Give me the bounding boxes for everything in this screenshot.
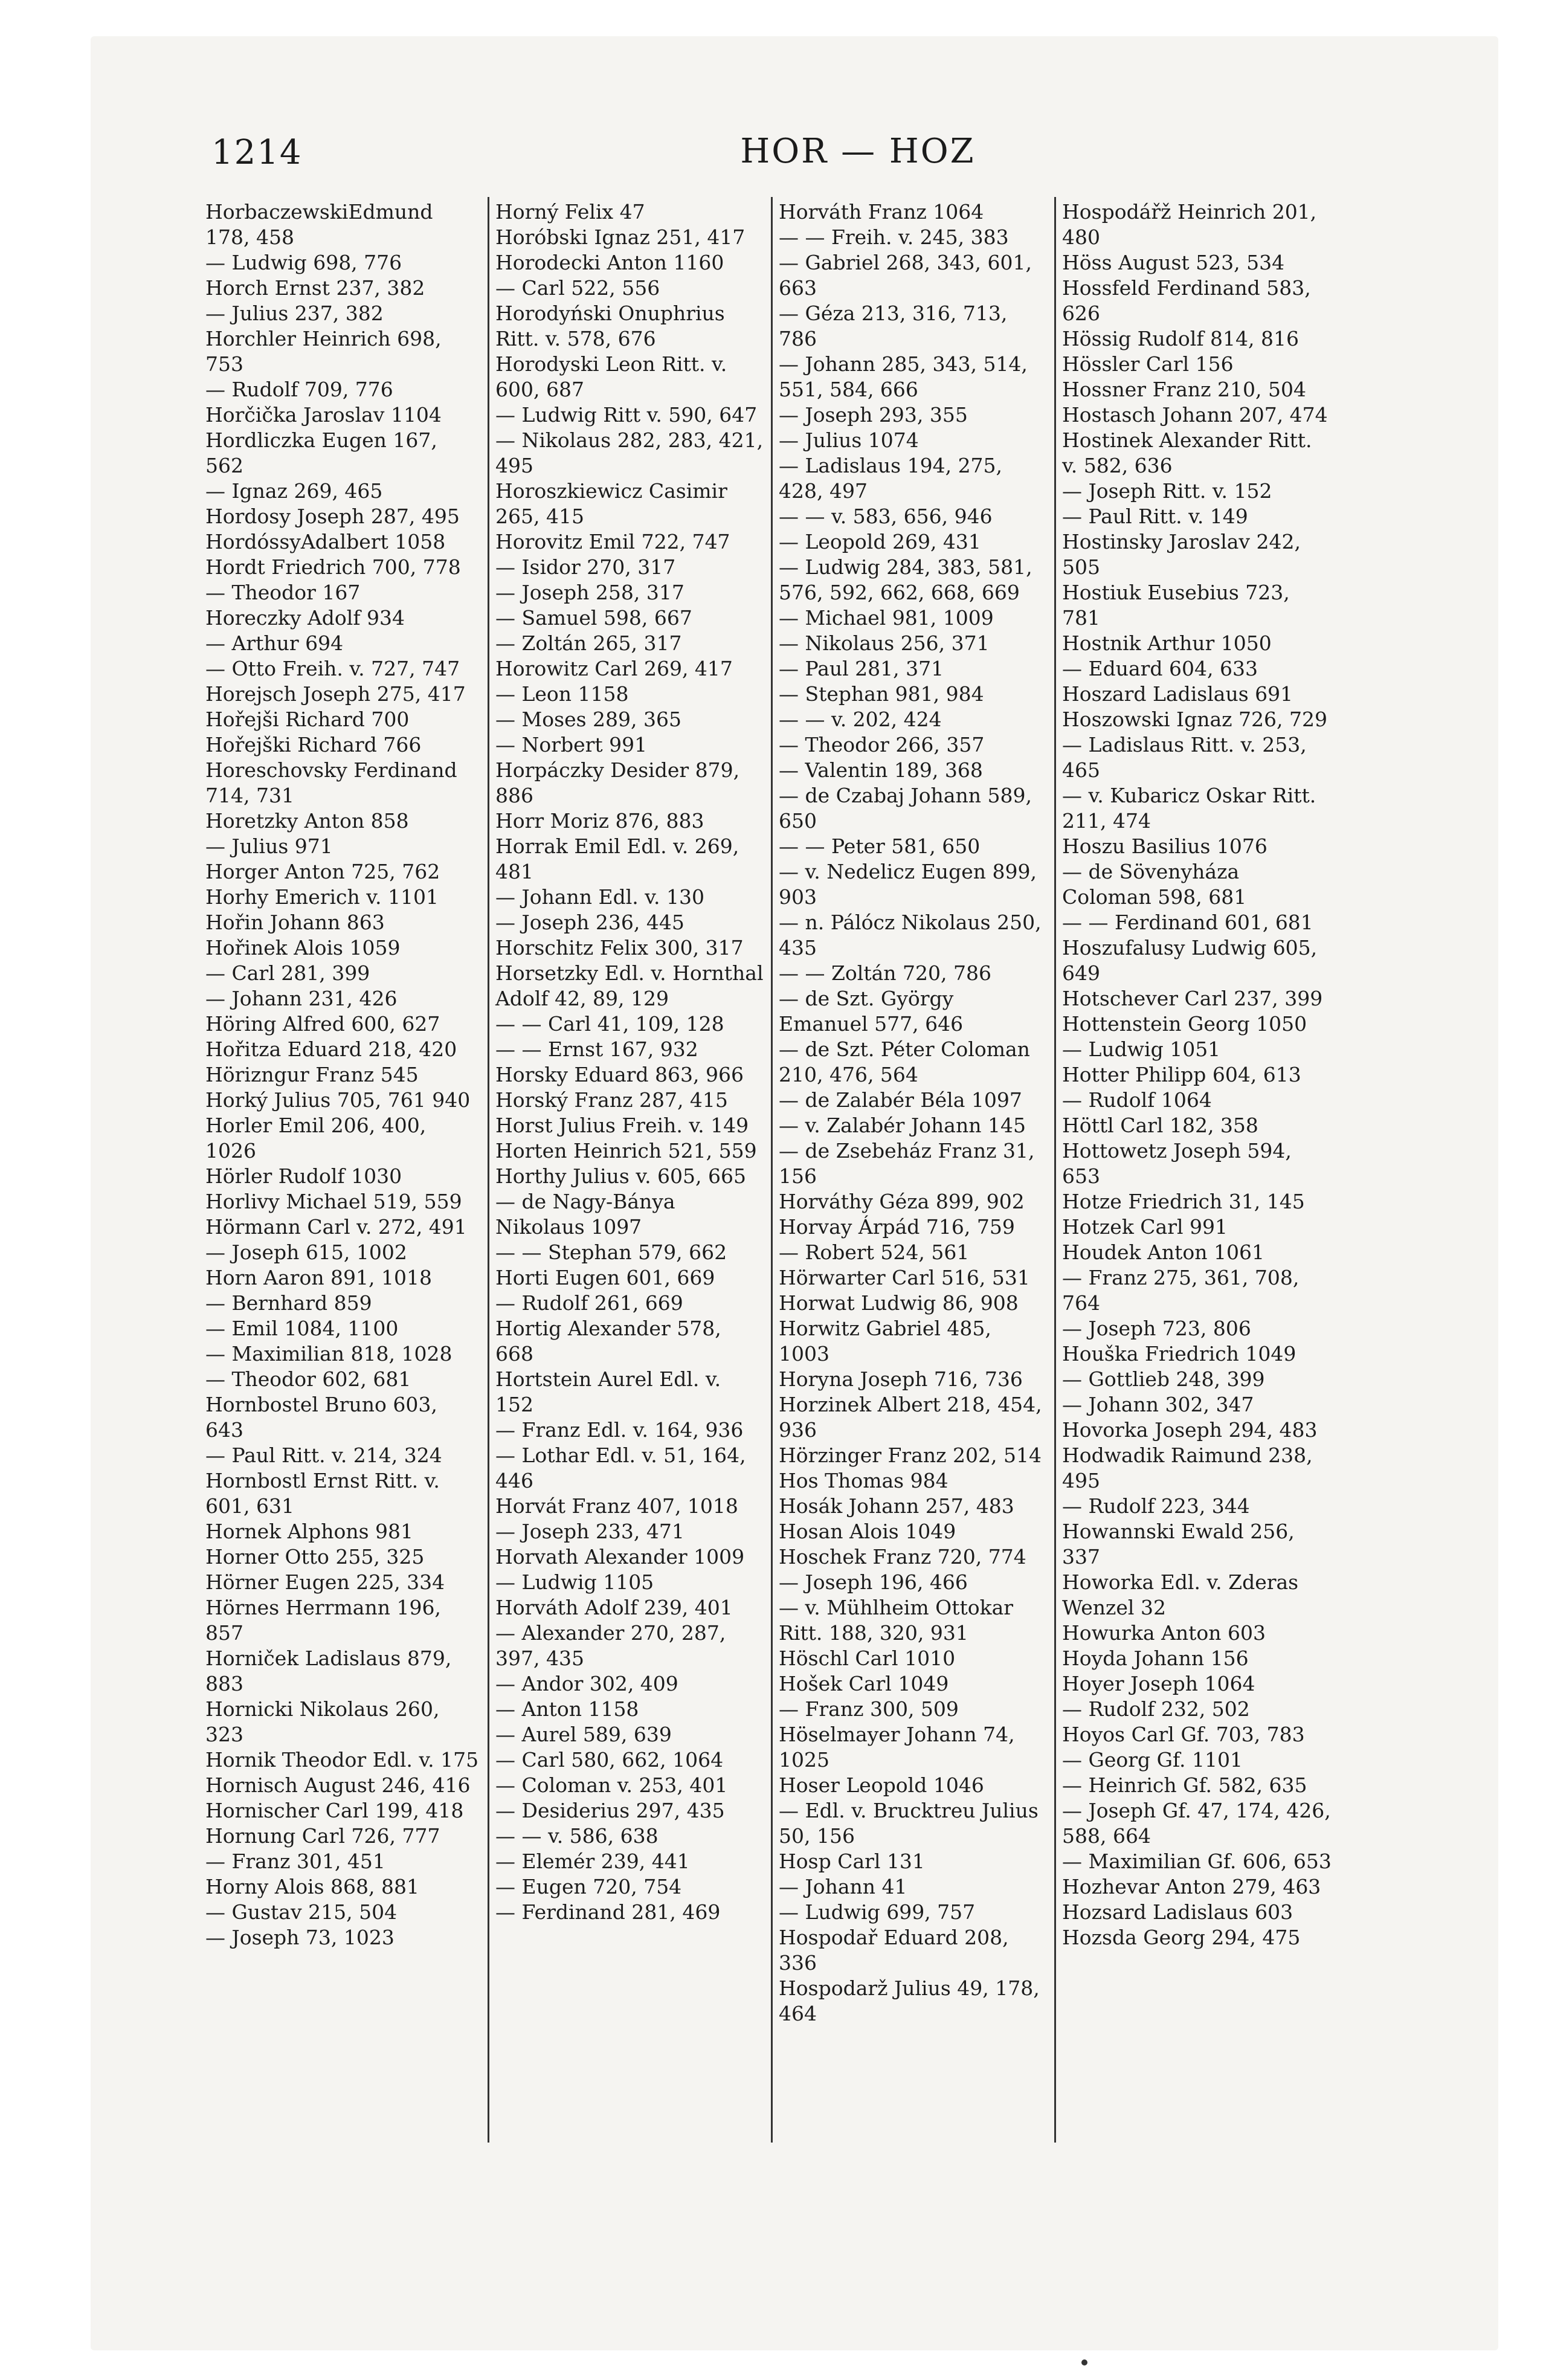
index-entry: — Leon 1158 bbox=[495, 682, 629, 706]
index-entry: — Joseph 196, 466 bbox=[779, 1570, 968, 1594]
index-entry: — Nikolaus 282, 283, 421, 495 bbox=[495, 428, 764, 477]
index-entry: — Ladislaus Ritt. v. 253, 465 bbox=[1062, 733, 1307, 782]
index-entry: Horodyński Onuphrius Ritt. v. 578, 676 bbox=[495, 302, 725, 350]
index-entry: Höselmayer Johann 74, 1025 bbox=[779, 1723, 1015, 1772]
index-entry: — Joseph 723, 806 bbox=[1062, 1317, 1251, 1340]
index-entry: — — Stephan 579, 662 bbox=[495, 1240, 727, 1264]
index-entry: Hoszowski Ignaz 726, 729 bbox=[1062, 708, 1327, 731]
index-entry: Hörzinger Franz 202, 514 bbox=[779, 1443, 1042, 1467]
index-entry: Hosp Carl 131 bbox=[779, 1849, 925, 1873]
index-entry: — Eduard 604, 633 bbox=[1062, 657, 1258, 680]
index-entry: — Ladislaus 194, 275, 428, 497 bbox=[779, 454, 1003, 503]
index-entry: Horóbski Ignaz 251, 417 bbox=[495, 225, 746, 249]
index-entry: Hornicki Nikolaus 260, 323 bbox=[205, 1697, 440, 1746]
index-entry: Hovorka Joseph 294, 483 bbox=[1062, 1418, 1318, 1442]
index-entry: — Gabriel 268, 343, 601, 663 bbox=[779, 251, 1032, 300]
index-entry: Hošek Carl 1049 bbox=[779, 1672, 949, 1695]
index-entry: — — Freih. v. 245, 383 bbox=[779, 225, 1009, 249]
index-entry: — Ludwig Ritt v. 590, 647 bbox=[495, 403, 758, 427]
index-entry: — Johann Edl. v. 130 bbox=[495, 885, 704, 909]
index-entry: Horsetzky Edl. v. Hornthal Adolf 42, 89, 129 bbox=[495, 961, 764, 1010]
index-entry: Horzinek Albert 218, 454, 936 bbox=[779, 1393, 1042, 1442]
index-entry: Horný Felix 47 bbox=[495, 200, 645, 224]
index-entry: Hossfeld Ferdinand 583, 626 bbox=[1062, 276, 1311, 325]
index-entry: — Julius 237, 382 bbox=[205, 302, 384, 325]
index-entry: — Joseph 293, 355 bbox=[779, 403, 968, 427]
index-entry: — Arthur 694 bbox=[205, 631, 344, 655]
index-entry: — Theodor 602, 681 bbox=[205, 1367, 411, 1391]
index-entry: Hostinsky Jaroslav 242, 505 bbox=[1062, 530, 1301, 579]
index-entry: Hostnik Arthur 1050 bbox=[1062, 631, 1272, 655]
index-entry: — Rudolf 261, 669 bbox=[495, 1291, 683, 1315]
index-entry: — Elemér 239, 441 bbox=[495, 1849, 690, 1873]
index-entry: — Ludwig 699, 757 bbox=[779, 1900, 976, 1924]
index-entry: — — Carl 41, 109, 128 bbox=[495, 1012, 724, 1036]
index-entry: Hospodarž Julius 49, 178, 464 bbox=[779, 1976, 1040, 2025]
index-entry: Hoszu Basilius 1076 bbox=[1062, 834, 1267, 858]
index-entry: — Edl. v. Brucktreu Julius 50, 156 bbox=[779, 1799, 1039, 1848]
index-entry: Houška Friedrich 1049 bbox=[1062, 1342, 1296, 1366]
index-entry: — Coloman v. 253, 401 bbox=[495, 1773, 728, 1797]
index-entry: Horvay Árpád 716, 759 bbox=[779, 1215, 1015, 1239]
index-entry: — Aurel 589, 639 bbox=[495, 1723, 672, 1746]
index-entry: Hoyer Joseph 1064 bbox=[1062, 1672, 1255, 1695]
index-entry: Hozsda Georg 294, 475 bbox=[1062, 1926, 1301, 1949]
index-entry: Horner Otto 255, 325 bbox=[205, 1545, 425, 1569]
index-entry: — Ludwig 698, 776 bbox=[205, 251, 402, 274]
index-entry: Hospodářž Heinrich 201, 480 bbox=[1062, 200, 1317, 249]
index-entry: Hořin Johann 863 bbox=[205, 911, 385, 934]
index-entry: Hörmann Carl v. 272, 491 bbox=[205, 1215, 467, 1239]
index-entry: Hospodař Eduard 208, 336 bbox=[779, 1926, 1009, 1975]
index-entry: Hotter Philipp 604, 613 bbox=[1062, 1063, 1301, 1086]
index-entry: — v. Kubaricz Oskar Ritt. 211, 474 bbox=[1062, 784, 1316, 833]
index-entry: — Joseph Gf. 47, 174, 426, 588, 664 bbox=[1062, 1799, 1331, 1848]
index-entry: — Ludwig 1051 bbox=[1062, 1037, 1221, 1061]
index-entry: — Heinrich Gf. 582, 635 bbox=[1062, 1773, 1307, 1797]
index-entry: Horr Moriz 876, 883 bbox=[495, 809, 704, 833]
index-entry: — Alexander 270, 287, 397, 435 bbox=[495, 1621, 726, 1670]
index-entry: — Joseph Ritt. v. 152 bbox=[1062, 479, 1272, 503]
index-entry: Horský Franz 287, 415 bbox=[495, 1088, 728, 1112]
index-entry: Höttl Carl 182, 358 bbox=[1062, 1114, 1258, 1137]
page-number: 1214 bbox=[211, 133, 303, 172]
running-header: HOR — HOZ bbox=[740, 132, 976, 171]
index-entry: — Julius 1074 bbox=[779, 428, 919, 452]
index-entry: Howorka Edl. v. Zderas Wenzel 32 bbox=[1062, 1570, 1299, 1619]
index-entry: Horyna Joseph 716, 736 bbox=[779, 1367, 1023, 1391]
index-entry: — de Zsebeház Franz 31, 156 bbox=[779, 1139, 1035, 1188]
index-entry: — Carl 580, 662, 1064 bbox=[495, 1748, 724, 1772]
index-entry: — — v. 202, 424 bbox=[779, 708, 942, 731]
index-entry: — Ignaz 269, 465 bbox=[205, 479, 383, 503]
index-entry: — Rudolf 1064 bbox=[1062, 1088, 1212, 1112]
index-entry: — n. Pálócz Nikolaus 250, 435 bbox=[779, 911, 1042, 959]
index-entry: — Franz 275, 361, 708, 764 bbox=[1062, 1266, 1300, 1315]
index-entry: — Leopold 269, 431 bbox=[779, 530, 981, 553]
index-entry: Hordosy Joseph 287, 495 bbox=[205, 505, 460, 528]
column-3 bbox=[771, 197, 1054, 2143]
index-entry: Hotschever Carl 237, 399 bbox=[1062, 987, 1323, 1010]
index-entry: Hozsard Ladislaus 603 bbox=[1062, 1900, 1293, 1924]
index-entry: — Norbert 991 bbox=[495, 733, 648, 756]
index-entry: — Franz 300, 509 bbox=[779, 1697, 959, 1721]
index-entry: Hottowetz Joseph 594, 653 bbox=[1062, 1139, 1292, 1188]
index-entry: Horrak Emil Edl. v. 269, 481 bbox=[495, 834, 739, 883]
index-entry: Horst Julius Freih. v. 149 bbox=[495, 1114, 749, 1137]
index-entry: — Ludwig 1105 bbox=[495, 1570, 654, 1594]
index-entry: Horoszkiewicz Casimir 265, 415 bbox=[495, 479, 727, 528]
index-entry: Hossner Franz 210, 504 bbox=[1062, 378, 1306, 401]
index-entry: — Johann 231, 426 bbox=[205, 987, 398, 1010]
index-entry: — Georg Gf. 1101 bbox=[1062, 1748, 1243, 1772]
index-entry: — Paul Ritt. v. 214, 324 bbox=[205, 1443, 442, 1467]
index-entry: Howurka Anton 603 bbox=[1062, 1621, 1266, 1645]
index-entry: Hotze Friedrich 31, 145 bbox=[1062, 1190, 1305, 1213]
index-entry: Hoszufalusy Ludwig 605, 649 bbox=[1062, 936, 1318, 985]
index-entry: Hornischer Carl 199, 418 bbox=[205, 1799, 464, 1822]
index-entry: Horovitz Emil 722, 747 bbox=[495, 530, 730, 553]
index-entry: Hornek Alphons 981 bbox=[205, 1520, 413, 1543]
index-entry: — Samuel 598, 667 bbox=[495, 606, 692, 630]
index-entry: Hodwadik Raimund 238, 495 bbox=[1062, 1443, 1313, 1492]
index-entry: Horwat Ludwig 86, 908 bbox=[779, 1291, 1019, 1315]
index-entry: Horger Anton 725, 762 bbox=[205, 860, 440, 883]
index-entry: — — v. 586, 638 bbox=[495, 1824, 659, 1848]
index-entry: — Isidor 270, 317 bbox=[495, 555, 676, 579]
index-entry: — Andor 302, 409 bbox=[495, 1672, 678, 1695]
index-entry: Höring Alfred 600, 627 bbox=[205, 1012, 440, 1036]
index-entry: Horčička Jaroslav 1104 bbox=[205, 403, 442, 427]
index-entry: Hössler Carl 156 bbox=[1062, 352, 1234, 376]
index-entry: — Carl 281, 399 bbox=[205, 961, 370, 985]
index-entry: Hostasch Johann 207, 474 bbox=[1062, 403, 1328, 427]
index-entry: Horváthy Géza 899, 902 bbox=[779, 1190, 1025, 1213]
index-entry: — Stephan 981, 984 bbox=[779, 682, 984, 706]
index-entry: Hornbostl Ernst Ritt. v. 601, 631 bbox=[205, 1469, 440, 1518]
index-entry: Hořejši Richard 700 bbox=[205, 708, 410, 731]
index-entry: Hornisch August 246, 416 bbox=[205, 1773, 471, 1797]
index-entry: Hořinek Alois 1059 bbox=[205, 936, 401, 959]
index-entry: — Emil 1084, 1100 bbox=[205, 1317, 399, 1340]
index-entry: — Paul 281, 371 bbox=[779, 657, 944, 680]
index-entry: — Moses 289, 365 bbox=[495, 708, 681, 731]
index-entry: Horch Ernst 237, 382 bbox=[205, 276, 425, 300]
index-entry: Hoyos Carl Gf. 703, 783 bbox=[1062, 1723, 1305, 1746]
index-entry: Howannski Ewald 256, 337 bbox=[1062, 1520, 1295, 1569]
index-entry: Hörnes Herrmann 196, 857 bbox=[205, 1596, 441, 1645]
index-entry: — de Zalabér Béla 1097 bbox=[779, 1088, 1022, 1112]
index-entry: Hoyda Johann 156 bbox=[1062, 1646, 1249, 1670]
index-entry: Houdek Anton 1061 bbox=[1062, 1240, 1264, 1264]
column-4 bbox=[1054, 197, 1338, 2143]
index-entry: — de Czabaj Johann 589, 650 bbox=[779, 784, 1032, 833]
index-entry: Horetzky Anton 858 bbox=[205, 809, 409, 833]
index-entry: — de Sövenyháza Coloman 598, 681 bbox=[1062, 860, 1247, 909]
index-entry: Hos Thomas 984 bbox=[779, 1469, 949, 1492]
index-entry: Horlivy Michael 519, 559 bbox=[205, 1190, 462, 1213]
index-entry: Horký Julius 705, 761 940 bbox=[205, 1088, 471, 1112]
index-entry: — v. Nedelicz Eugen 899, 903 bbox=[779, 860, 1037, 909]
index-entry: — Joseph 73, 1023 bbox=[205, 1926, 395, 1949]
index-entry: — Theodor 167 bbox=[205, 581, 361, 604]
index-entry: Hortig Alexander 578, 668 bbox=[495, 1317, 721, 1366]
index-entry: — Nikolaus 256, 371 bbox=[779, 631, 990, 655]
index-entry: — — Ernst 167, 932 bbox=[495, 1037, 698, 1061]
index-entry: — Joseph 233, 471 bbox=[495, 1520, 684, 1543]
index-entry: Hörner Eugen 225, 334 bbox=[205, 1570, 445, 1594]
index-entry: HordóssyAdalbert 1058 bbox=[205, 530, 446, 553]
index-entry: — v. Mühlheim Ottokar Ritt. 188, 320, 931 bbox=[779, 1596, 1014, 1645]
index-entry: — Otto Freih. v. 727, 747 bbox=[205, 657, 460, 680]
index-entry: — Bernhard 859 bbox=[205, 1291, 372, 1315]
index-entry: Horejsch Joseph 275, 417 bbox=[205, 682, 466, 706]
index-entry: Hörwarter Carl 516, 531 bbox=[779, 1266, 1030, 1289]
index-entry: — Géza 213, 316, 713, 786 bbox=[779, 302, 1008, 350]
index-entry: Horvath Alexander 1009 bbox=[495, 1545, 745, 1569]
index-entry: Horhy Emerich v. 1101 bbox=[205, 885, 439, 909]
index-entry: Hottenstein Georg 1050 bbox=[1062, 1012, 1307, 1036]
directory-columns bbox=[204, 197, 1338, 2143]
index-entry: Horny Alois 868, 881 bbox=[205, 1875, 419, 1898]
index-entry: — Rudolf 232, 502 bbox=[1062, 1697, 1250, 1721]
index-entry: — Johann 41 bbox=[779, 1875, 907, 1898]
index-entry: Horeczky Adolf 934 bbox=[205, 606, 405, 630]
index-entry: — de Nagy-Bánya Nikolaus 1097 bbox=[495, 1190, 675, 1239]
index-entry: Horchler Heinrich 698, 753 bbox=[205, 327, 442, 376]
index-entry: Hörizngur Franz 545 bbox=[205, 1063, 419, 1086]
index-entry: Hostiuk Eusebius 723, 781 bbox=[1062, 581, 1290, 630]
index-entry: Hordliczka Eugen 167, 562 bbox=[205, 428, 437, 477]
index-entry: — Rudolf 223, 344 bbox=[1062, 1494, 1250, 1518]
index-entry: Höschl Carl 1010 bbox=[779, 1646, 956, 1670]
index-entry: Horodyski Leon Ritt. v. 600, 687 bbox=[495, 352, 727, 401]
index-entry: Horn Aaron 891, 1018 bbox=[205, 1266, 433, 1289]
column-2 bbox=[488, 197, 771, 2143]
index-entry: Horschitz Felix 300, 317 bbox=[495, 936, 744, 959]
index-entry: — de Szt. Péter Coloman 210, 476, 564 bbox=[779, 1037, 1030, 1086]
index-entry: Hozhevar Anton 279, 463 bbox=[1062, 1875, 1321, 1898]
index-entry: — Valentin 189, 368 bbox=[779, 758, 983, 782]
index-entry: — Joseph 258, 317 bbox=[495, 581, 684, 604]
index-entry: — Carl 522, 556 bbox=[495, 276, 660, 300]
index-entry: Horvát Franz 407, 1018 bbox=[495, 1494, 738, 1518]
index-entry: — Maximilian 818, 1028 bbox=[205, 1342, 453, 1366]
index-entry: — Maximilian Gf. 606, 653 bbox=[1062, 1849, 1332, 1873]
index-entry: — v. Zalabér Johann 145 bbox=[779, 1114, 1026, 1137]
index-entry: — Michael 981, 1009 bbox=[779, 606, 994, 630]
index-entry: — — Peter 581, 650 bbox=[779, 834, 981, 858]
index-entry: Horthy Julius v. 605, 665 bbox=[495, 1164, 746, 1188]
index-entry: — Franz 301, 451 bbox=[205, 1849, 385, 1873]
index-entry: Horodecki Anton 1160 bbox=[495, 251, 724, 274]
index-entry: — Rudolf 709, 776 bbox=[205, 378, 393, 401]
index-entry: Horváth Franz 1064 bbox=[779, 200, 984, 224]
index-entry: — Eugen 720, 754 bbox=[495, 1875, 682, 1898]
index-entry: — Franz Edl. v. 164, 936 bbox=[495, 1418, 744, 1442]
index-entry: Hortstein Aurel Edl. v. 152 bbox=[495, 1367, 721, 1416]
index-entry: Hořitza Eduard 218, 420 bbox=[205, 1037, 457, 1061]
index-entry: Horeschovsky Ferdinand 714, 731 bbox=[205, 758, 457, 807]
index-entry: Horniček Ladislaus 879, 883 bbox=[205, 1646, 452, 1695]
index-entry: Hostinek Alexander Ritt. v. 582, 636 bbox=[1062, 428, 1312, 477]
index-entry: — — Ferdinand 601, 681 bbox=[1062, 911, 1313, 934]
index-entry: — Robert 524, 561 bbox=[779, 1240, 970, 1264]
index-entry: Horler Emil 206, 400, 1026 bbox=[205, 1114, 427, 1163]
index-entry: Hössig Rudolf 814, 816 bbox=[1062, 327, 1299, 350]
index-entry: Hosan Alois 1049 bbox=[779, 1520, 956, 1543]
index-entry: Hörler Rudolf 1030 bbox=[205, 1164, 402, 1188]
index-entry: — Zoltán 265, 317 bbox=[495, 631, 682, 655]
index-entry: Hosák Johann 257, 483 bbox=[779, 1494, 1014, 1518]
index-entry: Horten Heinrich 521, 559 bbox=[495, 1139, 757, 1163]
index-entry: Hoser Leopold 1046 bbox=[779, 1773, 984, 1797]
index-entry: — Johann 285, 343, 514, 551, 584, 666 bbox=[779, 352, 1028, 401]
index-entry: — Gustav 215, 504 bbox=[205, 1900, 398, 1924]
index-entry: — Joseph 236, 445 bbox=[495, 911, 684, 934]
index-entry: Hordt Friedrich 700, 778 bbox=[205, 555, 461, 579]
index-entry: — — Zoltán 720, 786 bbox=[779, 961, 991, 985]
index-entry: — Ferdinand 281, 469 bbox=[495, 1900, 721, 1924]
index-entry: Horpáczky Desider 879, 886 bbox=[495, 758, 740, 807]
index-entry: — Paul Ritt. v. 149 bbox=[1062, 505, 1248, 528]
index-entry: — Joseph 615, 1002 bbox=[205, 1240, 407, 1264]
index-entry: Horsky Eduard 863, 966 bbox=[495, 1063, 744, 1086]
index-entry: — Theodor 266, 357 bbox=[779, 733, 985, 756]
index-entry: — Johann 302, 347 bbox=[1062, 1393, 1254, 1416]
index-entry: — — v. 583, 656, 946 bbox=[779, 505, 993, 528]
index-entry: Horváth Adolf 239, 401 bbox=[495, 1596, 733, 1619]
index-entry: — de Szt. György Emanuel 577, 646 bbox=[779, 987, 964, 1036]
index-entry: Hornung Carl 726, 777 bbox=[205, 1824, 440, 1848]
index-entry: Hotzek Carl 991 bbox=[1062, 1215, 1228, 1239]
index-entry: — Anton 1158 bbox=[495, 1697, 639, 1721]
index-entry: — Gottlieb 248, 399 bbox=[1062, 1367, 1265, 1391]
print-mark bbox=[1081, 2359, 1087, 2365]
column-1 bbox=[204, 197, 488, 2143]
index-entry: Horwitz Gabriel 485, 1003 bbox=[779, 1317, 991, 1366]
index-entry: Hornbostel Bruno 603, 643 bbox=[205, 1393, 437, 1442]
index-entry: Hořejški Richard 766 bbox=[205, 733, 422, 756]
index-entry: Horowitz Carl 269, 417 bbox=[495, 657, 733, 680]
index-entry: Horti Eugen 601, 669 bbox=[495, 1266, 715, 1289]
index-entry: — Lothar Edl. v. 51, 164, 446 bbox=[495, 1443, 746, 1492]
index-entry: Hoszard Ladislaus 691 bbox=[1062, 682, 1293, 706]
index-entry: Hornik Theodor Edl. v. 175 bbox=[205, 1748, 479, 1772]
index-entry: Höss August 523, 534 bbox=[1062, 251, 1285, 274]
index-entry: HorbaczewskiEdmund 178, 458 bbox=[205, 200, 433, 249]
index-entry: Hoschek Franz 720, 774 bbox=[779, 1545, 1026, 1569]
index-entry: — Julius 971 bbox=[205, 834, 333, 858]
index-entry: — Ludwig 284, 383, 581, 576, 592, 662, 668, 669 bbox=[779, 555, 1032, 604]
index-entry: — Desiderius 297, 435 bbox=[495, 1799, 725, 1822]
